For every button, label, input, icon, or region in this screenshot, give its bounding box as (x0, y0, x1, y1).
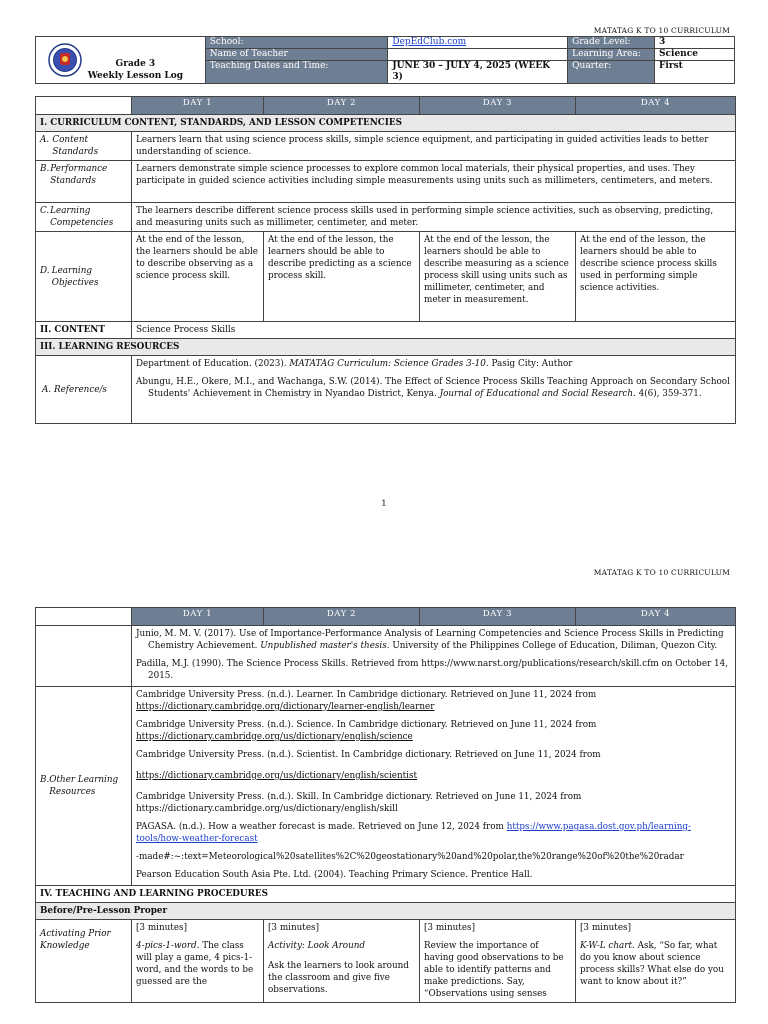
procedure-day-1: [3 minutes] 4-pics-1-word. The class will play a game, 4 pics-1-word, and the words to be guessed are the (132, 920, 264, 1003)
log-title: Weekly Lesson Log (87, 71, 184, 81)
content-section-title: II. CONTENT (36, 322, 132, 339)
section-1-title: I. CURRICULUM CONTENT, STANDARDS, AND LESSON COMPETENCIES (36, 115, 736, 132)
other-resource-1: Cambridge University Press. (n.d.). Learner. In Cambridge dictionary. Retrieved on June 11, 2024 from https://dictionary.cambridge.org/dictionary/learner-english/learner (136, 690, 597, 712)
grade-level-value: 3 (655, 37, 735, 49)
other-resource-3-link[interactable]: https://dictionary.cambridge.org/us/dictionary/english/scientist (136, 771, 418, 781)
procedure-day-4: [3 minutes] K-W-L chart. Ask, “So far, what do you know about science process skills? What else do you want to know about it?” (576, 920, 736, 1003)
other-resource-5: PAGASA. (n.d.). How a weather forecast is made. Retrieved on June 12, 2024 from https://www.pagasa.dost.gov.ph/learning-tools/how-weather-forecast (136, 822, 692, 844)
day-1-header-2: DAY 1 (132, 608, 264, 626)
other-resource-2: Cambridge University Press. (n.d.). Science. In Cambridge dictionary. Retrieved on June 11, 2024 from https://dictionary.cambridge.org/us/dictionary/english/science (136, 720, 597, 742)
reference-4: Padilla, M.J. (1990). The Science Process Skills. Retrieved from https://www.narst.org/publications/research/skill.cfm on October 14, 2015. (136, 659, 729, 681)
pagasa-link[interactable]: https://www.pagasa.dost.gov.ph/learning-tools/how-weather-forecast (136, 822, 692, 844)
references-continued-cell (132, 626, 736, 687)
school-label: School: (205, 37, 388, 49)
dates-value: JUNE 30 – JULY 4, 2025 (WEEK 3) (388, 61, 568, 84)
day-3-header: DAY 3 (420, 97, 576, 115)
curriculum-label: MATATAG K TO 10 CURRICULUM (593, 26, 730, 35)
procedure-day-3: [3 minutes] Review the importance of having good observations to be able to identify patterns and make predictions. Say, “Observations using senses (420, 920, 576, 1003)
other-resource-4: Cambridge University Press. (n.d.). Skill. In Cambridge dictionary. Retrieved on June 11, 2024 from https://dictionary.cambridge.org/us/dictionary/english/skill (136, 792, 582, 814)
activating-prior-knowledge-label: Activating Prior Knowledge (36, 920, 132, 1003)
grade-level-label: Grade Level: (568, 37, 655, 49)
objective-day-1: At the end of the lesson, the learners should be able to describe observing as a science process skill. (132, 232, 264, 322)
reference-1: Department of Education. (2023). MATATAG Curriculum: Science Grades 3-10. Pasig City: Author (136, 359, 573, 369)
quarter-label: Quarter: (568, 61, 655, 84)
objective-day-3: At the end of the lesson, the learners should be able to describe measuring as a science process skill using units such as millimeter, centimeter, and meter in measurement. (420, 232, 576, 322)
teacher-label: Name of Teacher (205, 49, 388, 61)
corner-cell-2 (36, 608, 132, 626)
page-number: 1 (381, 499, 387, 509)
other-resources-label: B. Other Learning Resources (36, 687, 132, 886)
learning-objectives-label: D. Learning Objectives (36, 232, 132, 322)
content-standards-text: Learners learn that using science process skills, simple science equipment, and participating in guided activities leads to better understanding of science. (132, 132, 736, 161)
references-label: A. Reference/s (36, 356, 132, 424)
corner-cell (36, 97, 132, 115)
teacher-value (388, 49, 568, 61)
day-4-header: DAY 4 (576, 97, 736, 115)
day-1-header: DAY 1 (132, 97, 264, 115)
other-resource-2-link[interactable]: https://dictionary.cambridge.org/us/dictionary/english/science (136, 732, 413, 742)
other-resource-6: -made#:~:text=Meteorological%20satellites%2C%20geostationary%20and%20polar,the%20range%20of%20the%20radar (136, 852, 684, 862)
day-2-header: DAY 2 (264, 97, 420, 115)
learning-area-label: Learning Area: (568, 49, 655, 61)
day-4-header-2: DAY 4 (576, 608, 736, 626)
objective-day-2: At the end of the lesson, the learners should be able to describe predicting as a science process skill. (264, 232, 420, 322)
performance-standards-label: B. Performance Standards (36, 161, 132, 203)
procedure-day-2: [3 minutes] Activity: Look Around Ask the learners to look around the classroom and give five observations. (264, 920, 420, 1003)
day-3-header-2: DAY 3 (420, 608, 576, 626)
other-resource-7: Pearson Education South Asia Pte. Ltd. (2004). Teaching Primary Science. Prentice Hall. (136, 870, 533, 880)
lesson-table-page2 (35, 607, 736, 1003)
learning-area-value: Science (655, 49, 735, 61)
performance-standards-text: Learners demonstrate simple science processes to explore common local materials, their physical properties, and uses. They participate in guided science activities including simple measurements using units such as millimeters, centimeters, and meters. (132, 161, 736, 203)
content-section-value: Science Process Skills (132, 322, 736, 339)
objective-day-4: At the end of the lesson, the learners should be able to describe science process skills used in performing simple science activities. (576, 232, 736, 322)
dates-label: Teaching Dates and Time: (205, 61, 388, 84)
other-resource-3: Cambridge University Press. (n.d.). Scientist. In Cambridge dictionary. Retrieved on June 11, 2024 from (136, 750, 601, 760)
day-2-header-2: DAY 2 (264, 608, 420, 626)
quarter-value: First (655, 61, 735, 84)
pre-lesson-title: Before/Pre-Lesson Proper (36, 903, 736, 920)
learning-competencies-label: C. Learning Competencies (36, 203, 132, 232)
other-resource-1-link[interactable]: https://dictionary.cambridge.org/dictionary/learner-english/learner (136, 702, 435, 712)
content-standards-label: A. Content Standards (36, 132, 132, 161)
references-cell (132, 356, 736, 424)
reference-3: Junio, M. M. V. (2017). Use of Importance-Performance Analysis of Learning Competencies and Science Process Skills in Predicting Chemistry Achievement. Unpublished master's thesis. University of the Philippines College of Education, Diliman, Quezon City. (136, 629, 724, 651)
section-4-title: IV. TEACHING AND LEARNING PROCEDURES (36, 886, 736, 903)
learning-competencies-text: The learners describe different science process skills used in performing simple science activities, such as observing, predicting, and measuring units such as millimeter, centimeter, and meter. (132, 203, 736, 232)
header-table (35, 36, 735, 84)
logo-cell (36, 37, 206, 84)
reference-2: Abungu, H.E., Okere, M.I., and Wachanga, S.W. (2014). The Effect of Science Process Skills Teaching Approach on Secondary School Students' Achievement in Chemistry in Nyandao District, Kenya. Journal of Educational and Social Research. 4(6), 359-371. (136, 377, 730, 399)
curriculum-label-page2: MATATAG K TO 10 CURRICULUM (593, 568, 730, 577)
other-resources-cell (132, 687, 736, 886)
section-3-title: III. LEARNING RESOURCES (36, 339, 736, 356)
grade-title: Grade 3 (115, 59, 156, 69)
deped-seal-icon (48, 43, 82, 81)
lesson-table-page1 (35, 96, 736, 424)
school-link[interactable]: DepEdClub.com (392, 37, 467, 47)
references-continued-label (36, 626, 132, 687)
